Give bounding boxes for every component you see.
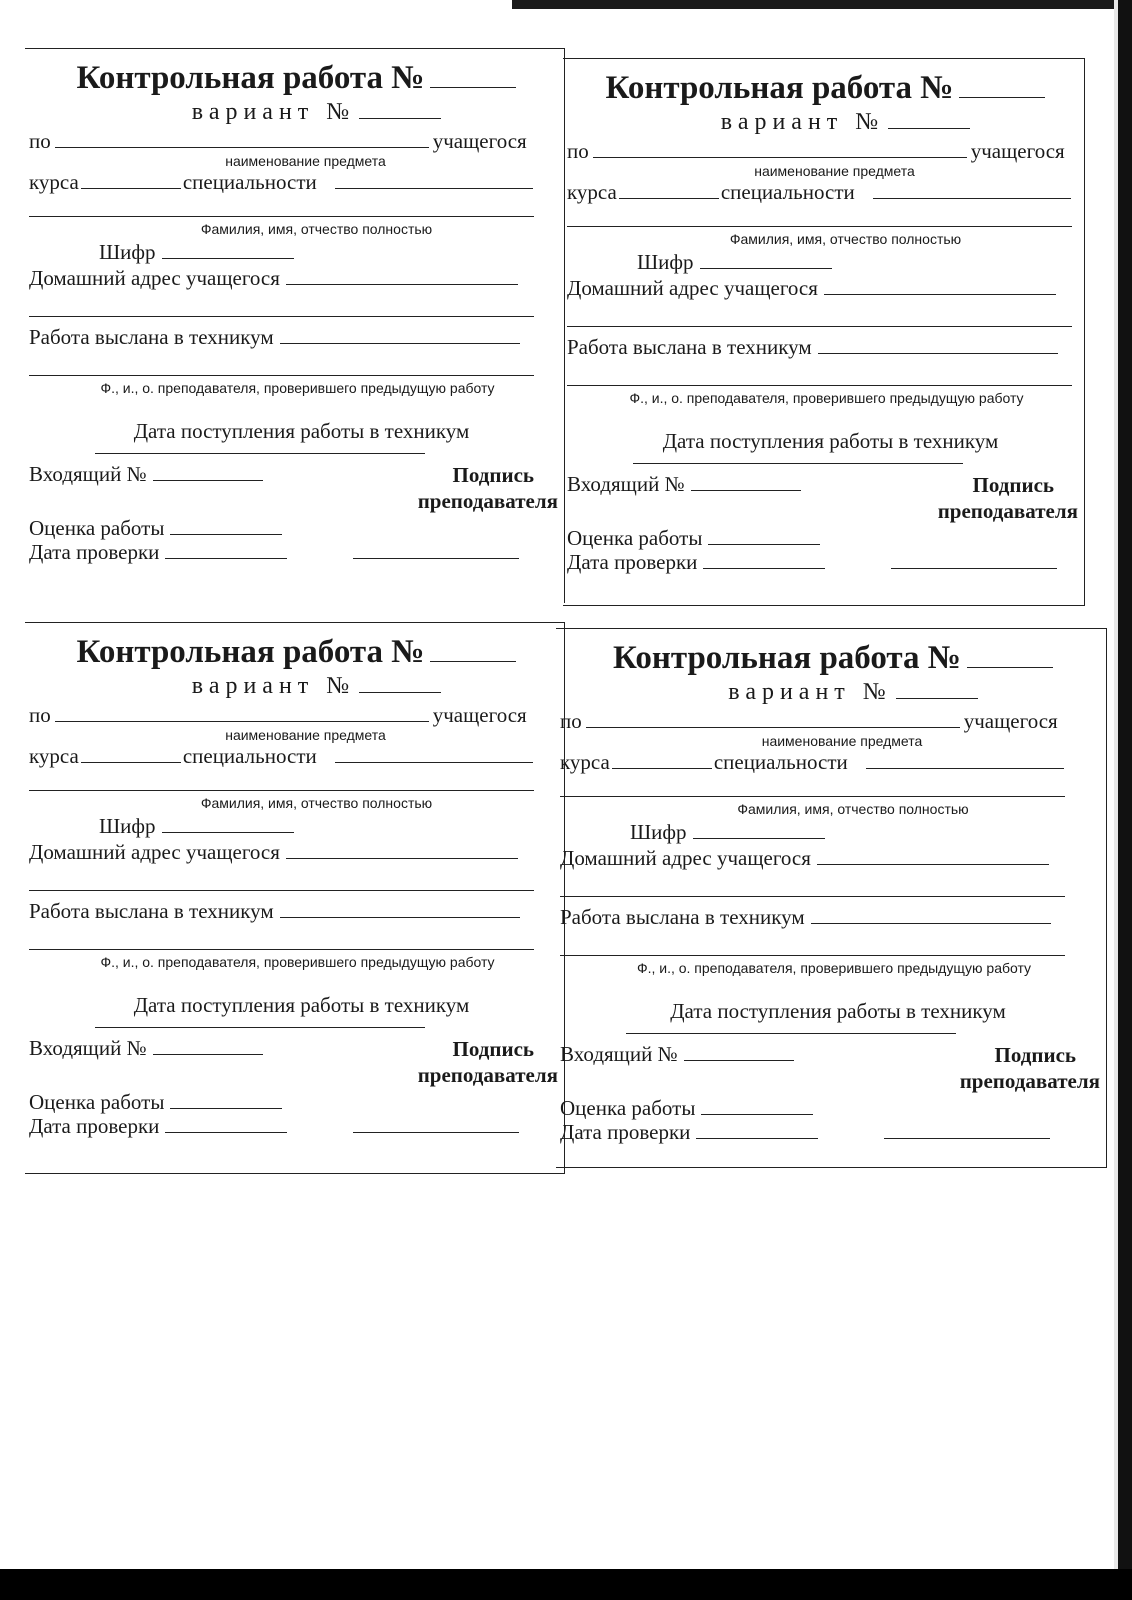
grade-row: Оценка работы [29, 1090, 564, 1114]
form-title: Контрольная работа № [567, 69, 1084, 107]
teacher-signature-field[interactable] [884, 1120, 1050, 1139]
control-work-form-card [563, 58, 1085, 606]
subject-field[interactable] [593, 139, 967, 158]
home-address-field-continued[interactable] [560, 870, 1065, 897]
variant-number-field[interactable] [888, 110, 970, 129]
scan-top-edge [0, 0, 1132, 12]
variant-row: вариант № [29, 99, 564, 125]
specialty-field[interactable] [866, 750, 1064, 769]
home-address-field[interactable] [824, 276, 1056, 295]
cipher-field[interactable] [162, 814, 294, 833]
variant-number-field[interactable] [359, 100, 441, 119]
date-received-label: Дата поступления работы в техникум [662, 429, 999, 453]
cipher-field[interactable] [162, 240, 294, 259]
incoming-row: Входящий № Подпись преподавателя [560, 1042, 1100, 1093]
variant-number-field[interactable] [359, 674, 441, 693]
teacher-name-field[interactable] [29, 349, 534, 376]
check-date-row: Дата проверки [29, 1114, 564, 1138]
cipher-row: Шифр [567, 250, 1084, 274]
subject-caption: наименование предмета [225, 727, 386, 743]
date-received-field[interactable] [95, 443, 425, 454]
grade-field[interactable] [170, 1090, 282, 1109]
sent-to-row: Работа выслана в техникум [29, 325, 564, 349]
date-received-field[interactable] [633, 453, 963, 464]
check-date-row: Дата проверки [29, 540, 564, 564]
date-received-field[interactable] [95, 1017, 425, 1028]
subject-field[interactable] [55, 129, 429, 148]
variant-number-field[interactable] [896, 680, 978, 699]
subject-row: по учащегося [29, 129, 527, 153]
full-name-caption: Фамилия, имя, отчество полностью [200, 221, 433, 237]
full-name-caption: Фамилия, имя, отчество полностью [200, 795, 433, 811]
teacher-caption: Ф., и., о. преподавателя, проверившего предыдущую работу [100, 954, 495, 970]
teacher-caption: Ф., и., о. преподавателя, проверившего предыдущую работу [636, 960, 1032, 976]
sent-to-field[interactable] [818, 335, 1058, 354]
sent-to-row: Работа выслана в техникум [560, 905, 1106, 929]
subject-field[interactable] [586, 709, 960, 728]
teacher-signature-field[interactable] [891, 550, 1057, 569]
home-address-row: Домашний адрес учащегося [560, 846, 1106, 870]
control-work-form-card [556, 628, 1107, 1168]
incoming-row: Входящий № Подпись преподавателя [567, 472, 1078, 523]
cipher-field[interactable] [693, 820, 825, 839]
control-work-form-card [25, 622, 565, 1174]
teacher-signature-field[interactable] [353, 1114, 519, 1133]
sent-to-row: Работа выслана в техникум [567, 335, 1084, 359]
scan-dark-edge [512, 0, 1132, 9]
work-number-field[interactable] [959, 75, 1045, 98]
variant-row: вариант № [567, 109, 1084, 135]
teacher-signature-field[interactable] [353, 540, 519, 559]
home-address-field-continued[interactable] [567, 300, 1072, 327]
teacher-name-field[interactable] [29, 923, 534, 950]
date-received-field[interactable] [626, 1023, 956, 1034]
subject-caption: наименование предмета [225, 153, 386, 169]
subject-field[interactable] [55, 703, 429, 722]
grade-field[interactable] [708, 526, 820, 545]
check-date-row: Дата проверки [567, 550, 1084, 574]
sent-to-row: Работа выслана в техникум [29, 899, 564, 923]
cipher-field[interactable] [700, 250, 832, 269]
full-name-caption: Фамилия, имя, отчество полностью [737, 801, 969, 817]
teacher-caption: Ф., и., о. преподавателя, проверившего предыдущую работу [100, 380, 495, 396]
specialty-field[interactable] [335, 170, 533, 189]
home-address-field[interactable] [286, 840, 518, 859]
check-date-field[interactable] [165, 540, 287, 559]
subject-caption: наименование предмета [761, 733, 923, 749]
grade-row: Оценка работы [567, 526, 1084, 550]
sent-to-field[interactable] [280, 325, 520, 344]
course-field[interactable] [81, 744, 181, 763]
grade-row: Оценка работы [560, 1096, 1106, 1120]
teacher-name-field[interactable] [560, 929, 1065, 956]
check-date-field[interactable] [703, 550, 825, 569]
grade-row: Оценка работы [29, 516, 564, 540]
teacher-name-field[interactable] [567, 359, 1072, 386]
full-name-field[interactable] [567, 204, 1072, 227]
form-title: Контрольная работа № [29, 59, 564, 97]
home-address-row: Домашний адрес учащегося [29, 840, 564, 864]
check-date-row: Дата проверки [560, 1120, 1106, 1144]
form-title: Контрольная работа № [560, 639, 1106, 677]
variant-row: вариант № [29, 673, 564, 699]
cipher-row: Шифр [29, 240, 564, 264]
full-name-field[interactable] [29, 768, 534, 791]
subject-row: по учащегося [29, 703, 527, 727]
teacher-signature-label: Подпись преподавателя [417, 463, 558, 513]
course-row: курса специальности [560, 750, 1106, 774]
cipher-row: Шифр [560, 820, 1106, 844]
home-address-field-continued[interactable] [29, 290, 534, 317]
incoming-row: Входящий № Подпись преподавателя [29, 462, 558, 513]
full-name-field[interactable] [560, 774, 1065, 797]
course-field[interactable] [81, 170, 181, 189]
date-received-label: Дата поступления работы в техникум [133, 993, 470, 1017]
date-received-label: Дата поступления работы в техникум [133, 419, 470, 443]
specialty-field[interactable] [873, 180, 1071, 199]
subject-caption: наименование предмета [754, 163, 915, 179]
work-number-field[interactable] [430, 639, 516, 662]
home-address-field[interactable] [286, 266, 518, 285]
work-number-field[interactable] [430, 65, 516, 88]
variant-row: вариант № [560, 679, 1106, 705]
sent-to-field[interactable] [811, 905, 1051, 924]
teacher-caption: Ф., и., о. преподавателя, проверившего предыдущую работу [629, 390, 1024, 406]
cipher-row: Шифр [29, 814, 564, 838]
grade-field[interactable] [701, 1096, 813, 1115]
grade-field[interactable] [170, 516, 282, 535]
check-date-field[interactable] [696, 1120, 818, 1139]
incoming-number-field[interactable] [153, 1036, 263, 1055]
check-date-field[interactable] [165, 1114, 287, 1133]
scan-bottom-edge [0, 1569, 1132, 1600]
scan-right-edge [1118, 0, 1132, 1600]
course-row: курса специальности [29, 170, 564, 194]
course-field[interactable] [612, 750, 712, 769]
teacher-signature-label: Подпись преподавателя [959, 1043, 1100, 1093]
teacher-signature-label: Подпись преподавателя [417, 1037, 558, 1087]
sent-to-field[interactable] [280, 899, 520, 918]
incoming-number-field[interactable] [153, 462, 263, 481]
course-field[interactable] [619, 180, 719, 199]
teacher-signature-label: Подпись преподавателя [937, 473, 1078, 523]
home-address-row: Домашний адрес учащегося [567, 276, 1084, 300]
full-name-field[interactable] [29, 194, 534, 217]
form-title: Контрольная работа № [29, 633, 564, 671]
incoming-number-field[interactable] [684, 1042, 794, 1061]
full-name-caption: Фамилия, имя, отчество полностью [729, 231, 962, 247]
specialty-field[interactable] [335, 744, 533, 763]
course-row: курса специальности [29, 744, 564, 768]
incoming-row: Входящий № Подпись преподавателя [29, 1036, 558, 1087]
work-number-field[interactable] [967, 645, 1053, 668]
incoming-number-field[interactable] [691, 472, 801, 491]
subject-row: по учащегося [560, 709, 1058, 733]
home-address-field[interactable] [817, 846, 1049, 865]
home-address-row: Домашний адрес учащегося [29, 266, 564, 290]
date-received-label: Дата поступления работы в техникум [670, 999, 1006, 1023]
control-work-form-card [25, 48, 565, 603]
subject-row: по учащегося [567, 139, 1065, 163]
home-address-field-continued[interactable] [29, 864, 534, 891]
course-row: курса специальности [567, 180, 1084, 204]
